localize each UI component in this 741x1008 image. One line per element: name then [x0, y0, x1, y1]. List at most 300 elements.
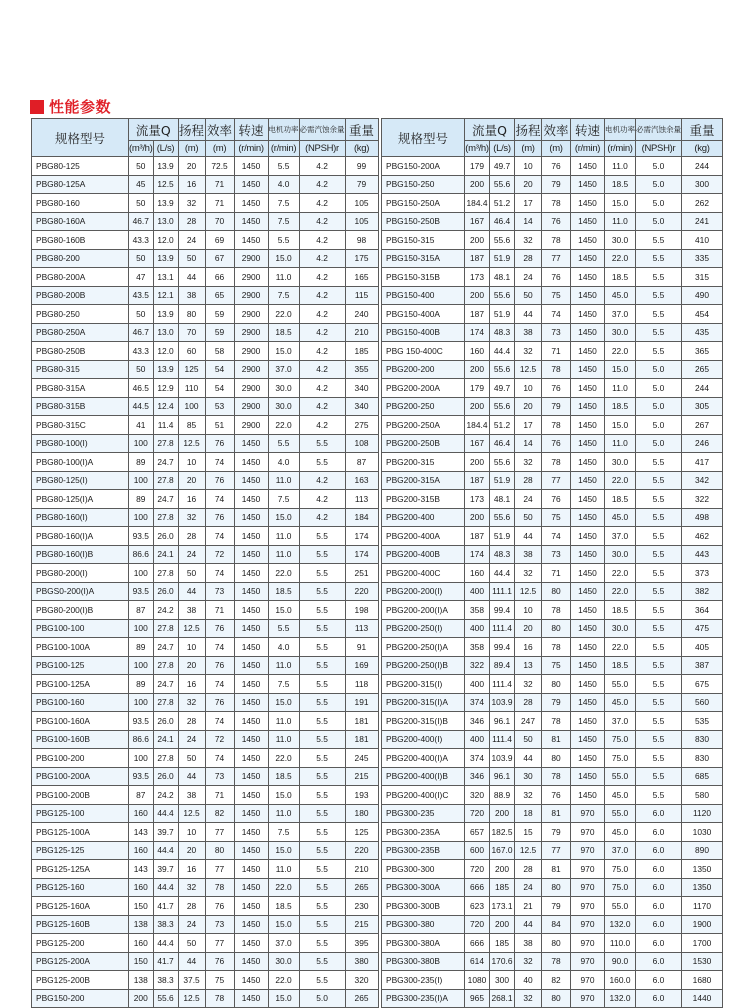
- cell-head: 20: [178, 656, 205, 675]
- cell-flow-m3h: 200: [465, 286, 490, 305]
- table-row: [382, 453, 723, 472]
- cell-flow-m3h: 100: [129, 749, 154, 768]
- table-row: [382, 952, 723, 971]
- cell-speed: 1450: [571, 749, 605, 768]
- cell-speed: 2900: [234, 305, 268, 324]
- cell-efficiency: 59: [205, 323, 234, 342]
- cell-motor-power: 37.0: [605, 527, 636, 546]
- cell-npsh: 6.0: [636, 989, 682, 1008]
- table-row: [32, 249, 379, 268]
- cell-flow-ls: 51.9: [490, 471, 515, 490]
- cell-head: 24: [515, 268, 542, 287]
- cell-model: PBG200-200(I): [382, 582, 465, 601]
- table-row: [32, 730, 379, 749]
- cell-weight: 1350: [682, 860, 723, 879]
- cell-efficiency: 54: [205, 360, 234, 379]
- cell-weight: 1030: [682, 823, 723, 842]
- table-row: [382, 804, 723, 823]
- cell-weight: 265: [682, 360, 723, 379]
- cell-model: PBG150-400B: [382, 323, 465, 342]
- table-row: [382, 416, 723, 435]
- cell-flow-ls: 99.4: [490, 638, 515, 657]
- cell-flow-m3h: 200: [465, 360, 490, 379]
- cell-weight: 267: [682, 416, 723, 435]
- cell-weight: 174: [345, 545, 378, 564]
- cell-flow-m3h: 160: [129, 878, 154, 897]
- cell-model: PBG80-315A: [32, 379, 129, 398]
- cell-efficiency: 75: [542, 286, 571, 305]
- cell-motor-power: 18.5: [605, 175, 636, 194]
- cell-motor-power: 22.0: [268, 564, 299, 583]
- cell-speed: 1450: [234, 915, 268, 934]
- cell-npsh: 5.5: [299, 564, 345, 583]
- cell-head: 32: [178, 508, 205, 527]
- cell-npsh: 5.5: [299, 582, 345, 601]
- cell-weight: 335: [682, 249, 723, 268]
- table-row: [32, 860, 379, 879]
- cell-head: 60: [178, 342, 205, 361]
- unit-npsh: (NPSH)r: [299, 141, 345, 157]
- cell-motor-power: 37.0: [268, 360, 299, 379]
- cell-weight: 113: [345, 619, 378, 638]
- cell-motor-power: 18.5: [605, 490, 636, 509]
- cell-motor-power: 30.0: [605, 231, 636, 250]
- cell-speed: 1450: [234, 564, 268, 583]
- performance-table-right: [381, 118, 723, 1008]
- table-row: [32, 342, 379, 361]
- table-row: [382, 471, 723, 490]
- cell-flow-ls: 49.7: [490, 379, 515, 398]
- cell-head: 32: [515, 564, 542, 583]
- cell-weight: 315: [682, 268, 723, 287]
- cell-npsh: 5.5: [299, 638, 345, 657]
- cell-head: 85: [178, 416, 205, 435]
- cell-flow-ls: 49.7: [490, 157, 515, 176]
- cell-model: PBG80-100(I): [32, 434, 129, 453]
- cell-motor-power: 5.5: [268, 157, 299, 176]
- header-speed: 转速: [571, 119, 605, 141]
- table-row: [382, 212, 723, 231]
- cell-flow-m3h: 89: [129, 453, 154, 472]
- cell-npsh: 4.2: [299, 175, 345, 194]
- cell-motor-power: 132.0: [605, 915, 636, 934]
- cell-npsh: 5.5: [636, 342, 682, 361]
- cell-flow-m3h: 43.5: [129, 286, 154, 305]
- cell-efficiency: 76: [205, 693, 234, 712]
- cell-speed: 1450: [571, 194, 605, 213]
- cell-efficiency: 75: [205, 971, 234, 990]
- header-flow: 流量Q: [129, 119, 179, 141]
- cell-head: 12.5: [178, 989, 205, 1008]
- cell-model: PBG80-160(I)B: [32, 545, 129, 564]
- cell-flow-m3h: 179: [465, 157, 490, 176]
- cell-flow-ls: 89.4: [490, 656, 515, 675]
- cell-motor-power: 15.0: [268, 508, 299, 527]
- cell-flow-ls: 12.5: [153, 175, 178, 194]
- cell-weight: 890: [682, 841, 723, 860]
- cell-flow-ls: 27.8: [153, 693, 178, 712]
- cell-head: 38: [515, 934, 542, 953]
- cell-model: PBG300-300: [382, 860, 465, 879]
- cell-flow-ls: 27.8: [153, 434, 178, 453]
- cell-weight: 265: [345, 878, 378, 897]
- cell-efficiency: 78: [542, 360, 571, 379]
- cell-head: 28: [515, 249, 542, 268]
- cell-flow-m3h: 184.4: [465, 416, 490, 435]
- cell-model: PBG200-315(I)B: [382, 712, 465, 731]
- cell-efficiency: 74: [542, 527, 571, 546]
- performance-table-left: [31, 118, 379, 1008]
- cell-motor-power: 15.0: [268, 249, 299, 268]
- cell-motor-power: 11.0: [268, 656, 299, 675]
- cell-motor-power: 11.0: [268, 712, 299, 731]
- cell-flow-ls: 88.9: [490, 786, 515, 805]
- cell-head: 32: [515, 342, 542, 361]
- cell-motor-power: 7.5: [268, 286, 299, 305]
- cell-speed: 1450: [571, 453, 605, 472]
- cell-npsh: 4.2: [299, 490, 345, 509]
- cell-head: 16: [178, 675, 205, 694]
- cell-weight: 1900: [682, 915, 723, 934]
- table-row: [32, 564, 379, 583]
- cell-speed: 1450: [234, 878, 268, 897]
- table-row: [382, 619, 723, 638]
- cell-speed: 2900: [234, 249, 268, 268]
- cell-flow-m3h: 138: [129, 971, 154, 990]
- cell-weight: 830: [682, 749, 723, 768]
- cell-motor-power: 15.0: [268, 989, 299, 1008]
- cell-efficiency: 71: [542, 342, 571, 361]
- cell-speed: 1450: [571, 305, 605, 324]
- cell-model: PBG150-250: [382, 175, 465, 194]
- cell-flow-m3h: 400: [465, 619, 490, 638]
- cell-model: PBG300-235B: [382, 841, 465, 860]
- cell-npsh: 5.5: [299, 527, 345, 546]
- table-row: [32, 971, 379, 990]
- table-row: [382, 823, 723, 842]
- cell-model: PBG200-200(I)A: [382, 601, 465, 620]
- cell-head: 38: [515, 545, 542, 564]
- table-row: [382, 749, 723, 768]
- cell-efficiency: 71: [542, 564, 571, 583]
- cell-model: PBG80-125: [32, 157, 129, 176]
- cell-weight: 241: [682, 212, 723, 231]
- cell-flow-ls: 44.4: [153, 804, 178, 823]
- cell-head: 247: [515, 712, 542, 731]
- cell-efficiency: 54: [205, 379, 234, 398]
- cell-npsh: 4.2: [299, 286, 345, 305]
- cell-efficiency: 66: [205, 268, 234, 287]
- cell-npsh: 6.0: [636, 897, 682, 916]
- cell-model: PBG80-160(I): [32, 508, 129, 527]
- cell-model: PBG125-200B: [32, 971, 129, 990]
- cell-flow-m3h: 160: [129, 934, 154, 953]
- cell-speed: 1450: [571, 712, 605, 731]
- table-row: [382, 564, 723, 583]
- cell-model: PBG300-300B: [382, 897, 465, 916]
- cell-motor-power: 90.0: [605, 952, 636, 971]
- header-flow: 流量Q: [465, 119, 515, 141]
- cell-model: PBG300-235(I): [382, 971, 465, 990]
- cell-npsh: 5.5: [299, 601, 345, 620]
- cell-npsh: 5.5: [299, 971, 345, 990]
- cell-flow-m3h: 93.5: [129, 712, 154, 731]
- cell-speed: 1450: [234, 693, 268, 712]
- cell-speed: 970: [571, 841, 605, 860]
- table-row: [32, 915, 379, 934]
- cell-motor-power: 22.0: [268, 878, 299, 897]
- cell-speed: 1450: [571, 231, 605, 250]
- cell-npsh: 5.5: [299, 897, 345, 916]
- unit-efficiency: (m): [542, 141, 571, 157]
- cell-motor-power: 22.0: [268, 971, 299, 990]
- cell-speed: 1450: [571, 323, 605, 342]
- cell-weight: 174: [345, 527, 378, 546]
- cell-speed: 1450: [234, 157, 268, 176]
- cell-model: PBG80-200(I)B: [32, 601, 129, 620]
- cell-motor-power: 37.0: [605, 712, 636, 731]
- cell-npsh: 5.5: [299, 915, 345, 934]
- cell-npsh: 5.5: [299, 860, 345, 879]
- cell-npsh: 4.2: [299, 157, 345, 176]
- cell-efficiency: 69: [205, 231, 234, 250]
- unit-npsh: (NPSH)r: [636, 141, 682, 157]
- cell-npsh: 5.0: [636, 397, 682, 416]
- table-row: [32, 952, 379, 971]
- cell-efficiency: 65: [205, 286, 234, 305]
- cell-flow-ls: 27.8: [153, 508, 178, 527]
- cell-model: PBG80-315: [32, 360, 129, 379]
- cell-head: 15: [515, 823, 542, 842]
- cell-speed: 1450: [234, 934, 268, 953]
- cell-flow-ls: 13.9: [153, 194, 178, 213]
- cell-npsh: 4.2: [299, 508, 345, 527]
- cell-npsh: 4.2: [299, 249, 345, 268]
- cell-model: PBG100-160A: [32, 712, 129, 731]
- header-model: 规格型号: [32, 119, 129, 157]
- cell-motor-power: 11.0: [605, 434, 636, 453]
- cell-speed: 1450: [571, 360, 605, 379]
- cell-head: 12.5: [515, 360, 542, 379]
- cell-flow-m3h: 46.7: [129, 323, 154, 342]
- cell-efficiency: 76: [542, 268, 571, 287]
- cell-motor-power: 75.0: [605, 878, 636, 897]
- cell-flow-m3h: 150: [129, 897, 154, 916]
- cell-speed: 1450: [234, 823, 268, 842]
- table-row: [32, 434, 379, 453]
- cell-npsh: 6.0: [636, 878, 682, 897]
- cell-flow-ls: 111.1: [490, 582, 515, 601]
- cell-motor-power: 5.5: [268, 434, 299, 453]
- cell-motor-power: 5.5: [268, 619, 299, 638]
- cell-flow-ls: 24.2: [153, 601, 178, 620]
- cell-head: 20: [515, 175, 542, 194]
- cell-head: 50: [178, 564, 205, 583]
- cell-model: PBG100-200B: [32, 786, 129, 805]
- cell-speed: 1450: [234, 471, 268, 490]
- table-row: [382, 675, 723, 694]
- cell-efficiency: 67: [205, 249, 234, 268]
- cell-npsh: 6.0: [636, 915, 682, 934]
- table-row: [32, 823, 379, 842]
- table-row: [32, 527, 379, 546]
- cell-efficiency: 51: [205, 416, 234, 435]
- table-row: [382, 638, 723, 657]
- cell-weight: 244: [682, 379, 723, 398]
- cell-weight: 454: [682, 305, 723, 324]
- cell-efficiency: 78: [542, 952, 571, 971]
- cell-npsh: 4.2: [299, 360, 345, 379]
- cell-head: 20: [178, 157, 205, 176]
- cell-weight: 244: [682, 157, 723, 176]
- cell-npsh: 5.5: [636, 786, 682, 805]
- cell-weight: 215: [345, 915, 378, 934]
- cell-model: PBG200-250A: [382, 416, 465, 435]
- cell-motor-power: 55.0: [605, 897, 636, 916]
- table-row: [32, 397, 379, 416]
- cell-speed: 1450: [571, 656, 605, 675]
- cell-efficiency: 77: [542, 471, 571, 490]
- table-row: [32, 471, 379, 490]
- cell-motor-power: 18.5: [268, 323, 299, 342]
- cell-motor-power: 11.0: [268, 804, 299, 823]
- cell-speed: 970: [571, 860, 605, 879]
- cell-flow-ls: 13.9: [153, 360, 178, 379]
- cell-flow-m3h: 167: [465, 434, 490, 453]
- cell-flow-m3h: 657: [465, 823, 490, 842]
- cell-head: 80: [178, 305, 205, 324]
- cell-model: PBG300-235A: [382, 823, 465, 842]
- cell-head: 50: [178, 249, 205, 268]
- cell-motor-power: 15.0: [605, 194, 636, 213]
- cell-head: 16: [515, 638, 542, 657]
- cell-weight: 115: [345, 286, 378, 305]
- table-row: [382, 305, 723, 324]
- cell-efficiency: 74: [205, 564, 234, 583]
- cell-efficiency: 77: [205, 934, 234, 953]
- cell-motor-power: 11.0: [268, 730, 299, 749]
- cell-npsh: 5.5: [299, 749, 345, 768]
- table-row: [32, 712, 379, 731]
- cell-model: PBG300-380B: [382, 952, 465, 971]
- cell-head: 24: [178, 545, 205, 564]
- cell-npsh: 5.5: [299, 767, 345, 786]
- cell-head: 44: [515, 527, 542, 546]
- cell-weight: 364: [682, 601, 723, 620]
- cell-model: PBG200-200: [382, 360, 465, 379]
- table-row: [382, 860, 723, 879]
- table-row: [382, 712, 723, 731]
- cell-head: 44: [178, 268, 205, 287]
- cell-speed: 1450: [571, 175, 605, 194]
- cell-flow-ls: 55.6: [490, 508, 515, 527]
- table-row: [382, 379, 723, 398]
- cell-speed: 1450: [234, 971, 268, 990]
- cell-speed: 1450: [571, 157, 605, 176]
- cell-flow-ls: 44.4: [490, 342, 515, 361]
- cell-model: PBG200-400C: [382, 564, 465, 583]
- cell-motor-power: 15.0: [268, 342, 299, 361]
- cell-flow-m3h: 100: [129, 434, 154, 453]
- cell-flow-m3h: 174: [465, 323, 490, 342]
- cell-head: 12.5: [515, 841, 542, 860]
- cell-model: PBG80-250A: [32, 323, 129, 342]
- cell-weight: 118: [345, 675, 378, 694]
- unit-weight: (kg): [682, 141, 723, 157]
- cell-speed: 1450: [571, 786, 605, 805]
- unit-flow-ls: (L/s): [153, 141, 178, 157]
- cell-weight: 180: [345, 804, 378, 823]
- cell-weight: 1170: [682, 897, 723, 916]
- cell-efficiency: 71: [205, 786, 234, 805]
- cell-motor-power: 11.0: [268, 471, 299, 490]
- cell-head: 28: [515, 693, 542, 712]
- cell-motor-power: 30.0: [605, 453, 636, 472]
- cell-speed: 1450: [571, 638, 605, 657]
- cell-motor-power: 45.0: [605, 693, 636, 712]
- cell-speed: 1450: [234, 804, 268, 823]
- cell-motor-power: 22.0: [605, 471, 636, 490]
- cell-speed: 970: [571, 878, 605, 897]
- table-row: [32, 323, 379, 342]
- cell-flow-m3h: 187: [465, 305, 490, 324]
- cell-head: 32: [515, 989, 542, 1008]
- cell-flow-m3h: 666: [465, 934, 490, 953]
- cell-model: PBG100-160: [32, 693, 129, 712]
- cell-model: PBG100-100A: [32, 638, 129, 657]
- cell-speed: 1450: [234, 989, 268, 1008]
- cell-motor-power: 4.0: [268, 638, 299, 657]
- cell-weight: 198: [345, 601, 378, 620]
- cell-npsh: 4.2: [299, 212, 345, 231]
- cell-flow-m3h: 374: [465, 693, 490, 712]
- cell-npsh: 5.5: [299, 804, 345, 823]
- cell-npsh: 5.5: [299, 712, 345, 731]
- table-row: [32, 767, 379, 786]
- cell-flow-m3h: 50: [129, 360, 154, 379]
- cell-flow-ls: 38.3: [153, 915, 178, 934]
- cell-flow-ls: 55.6: [153, 989, 178, 1008]
- cell-flow-ls: 51.9: [490, 527, 515, 546]
- table-row: [382, 767, 723, 786]
- table-row: [32, 490, 379, 509]
- cell-model: PBG80-200(I): [32, 564, 129, 583]
- table-row: [382, 545, 723, 564]
- cell-flow-m3h: 174: [465, 545, 490, 564]
- cell-efficiency: 79: [542, 823, 571, 842]
- cell-speed: 1450: [234, 582, 268, 601]
- cell-speed: 1450: [234, 749, 268, 768]
- cell-efficiency: 58: [205, 342, 234, 361]
- cell-model: PBG200-250B: [382, 434, 465, 453]
- cell-weight: 387: [682, 656, 723, 675]
- cell-flow-ls: 26.0: [153, 712, 178, 731]
- cell-npsh: 5.5: [636, 638, 682, 657]
- cell-weight: 417: [682, 453, 723, 472]
- cell-npsh: 5.5: [636, 268, 682, 287]
- cell-weight: 342: [682, 471, 723, 490]
- cell-flow-m3h: 200: [465, 231, 490, 250]
- cell-speed: 1450: [571, 601, 605, 620]
- cell-flow-ls: 167.0: [490, 841, 515, 860]
- cell-weight: 185: [345, 342, 378, 361]
- cell-weight: 99: [345, 157, 378, 176]
- cell-motor-power: 30.0: [268, 952, 299, 971]
- cell-model: PBG125-160A: [32, 897, 129, 916]
- cell-efficiency: 79: [542, 175, 571, 194]
- cell-model: PBG200-250(I)A: [382, 638, 465, 657]
- cell-head: 24: [178, 915, 205, 934]
